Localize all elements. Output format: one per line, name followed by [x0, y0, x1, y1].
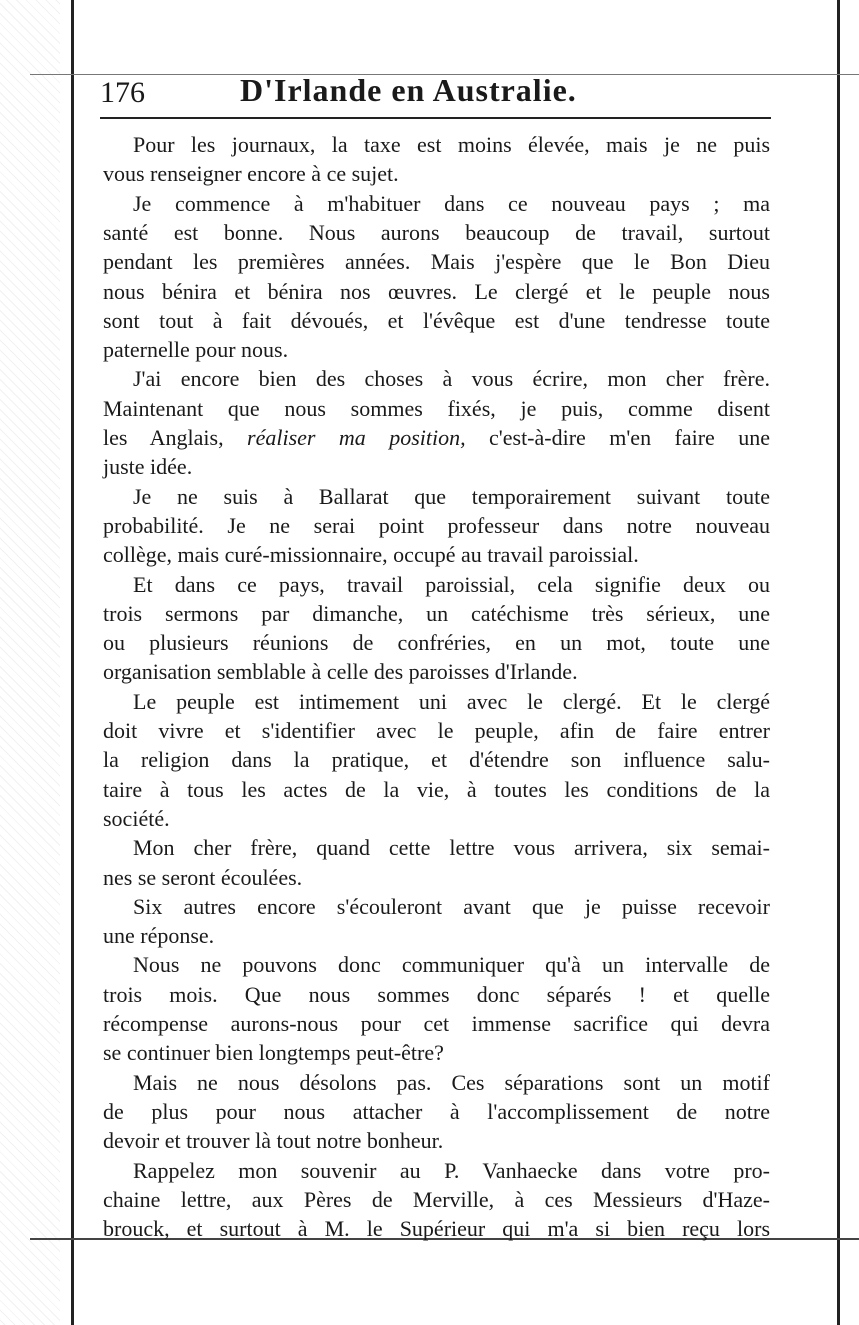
text-line: se continuer bien longtemps peut-être?	[103, 1040, 444, 1066]
text-line: brouck, et surtout à M. le Supérieur qui m'a si bien reçu lors	[103, 1216, 770, 1242]
text-line: Rappelez mon souvenir au P. Vanhaecke dans votre pro-	[133, 1157, 770, 1183]
text-line: trois mois. Que nous sommes donc séparés ! et quelle	[103, 981, 770, 1007]
text-line: nes se seront écoulées.	[103, 864, 303, 890]
text-line: société.	[103, 805, 170, 831]
text-line: Pour les journaux, la taxe est moins élevée, mais je ne puis	[133, 132, 770, 157]
text-line: Et dans ce pays, travail paroissial, cela signifie deux ou	[133, 571, 770, 597]
text-line: Maintenant que nous sommes fixés, je puis, comme disent	[103, 395, 770, 421]
text-line: santé est bonne. Nous aurons beaucoup de travail, surtout	[103, 219, 770, 245]
text-line: organisation semblable à celle des paroisses d'Irlande.	[103, 659, 578, 685]
text-line: les Anglais, réaliser ma position, c'est-à-dire m'en faire une	[103, 425, 770, 450]
text-line: juste idée.	[103, 454, 193, 480]
text-line: taire à tous les actes de la vie, à toutes les conditions de la	[103, 776, 770, 802]
text-line: Je commence à m'habituer dans ce nouveau pays ; ma	[133, 190, 770, 216]
header-rule	[100, 117, 771, 119]
running-title: D'Irlande en Australie.	[240, 72, 577, 108]
text-line: Six autres encore s'écouleront avant que je puisse recevoir	[133, 893, 770, 919]
text-line: nous bénira et bénira nos œuvres. Le clergé et le peuple nous	[103, 278, 770, 304]
text-line: Nous ne pouvons donc communiquer qu'à un intervalle de	[133, 952, 770, 978]
text-line: Le peuple est intimement uni avec le clergé. Et le clergé	[133, 688, 770, 714]
left-frame-line	[71, 0, 74, 1325]
text-line: doit vivre et s'identifier avec le peuple, afin de faire entrer	[103, 718, 770, 743]
text-line: trois sermons par dimanche, un catéchisme très sérieux, une	[103, 600, 770, 626]
text-line: sont tout à fait dévoués, et l'évêque est d'une tendresse toute	[103, 307, 770, 333]
text-line: la religion dans la pratique, et d'étendre son influence salu-	[103, 747, 770, 773]
text-line: paternelle pour nous.	[103, 337, 289, 363]
text-line: de plus pour nous attacher à l'accomplissement de notre	[103, 1098, 770, 1124]
text-line: devoir et trouver là tout notre bonheur.	[103, 1128, 444, 1154]
text-line: récompense aurons-nous pour cet immense sacrifice qui devra	[103, 1011, 770, 1036]
text-line: ou plusieurs réunions de confréries, en un mot, toute une	[103, 630, 770, 656]
page-number: 176	[100, 76, 145, 109]
text-line: chaine lettre, aux Pères de Merville, à ces Messieurs d'Haze-	[103, 1186, 770, 1212]
text-line: J'ai encore bien des choses à vous écrire, mon cher frère.	[133, 366, 770, 392]
text-line: collège, mais curé-missionnaire, occupé au travail paroissial.	[103, 542, 639, 568]
right-frame-line	[837, 0, 840, 1325]
text-line: pendant les premières années. Mais j'espère que le Bon Dieu	[103, 249, 770, 275]
text-line: Mais ne nous désolons pas. Ces séparations sont un motif	[133, 1069, 770, 1095]
text-line: probabilité. Je ne serai point professeur dans notre nouveau	[103, 512, 770, 538]
text-line: vous renseigner encore à ce sujet.	[103, 161, 399, 187]
italic-phrase: réaliser ma position,	[247, 425, 466, 450]
text-line: Mon cher frère, quand cette lettre vous arrivera, six semai-	[133, 835, 770, 861]
scan-noise	[0, 0, 60, 1325]
text-line: une réponse.	[103, 923, 215, 949]
text-line: Je ne suis à Ballarat que temporairement suivant toute	[133, 483, 770, 509]
